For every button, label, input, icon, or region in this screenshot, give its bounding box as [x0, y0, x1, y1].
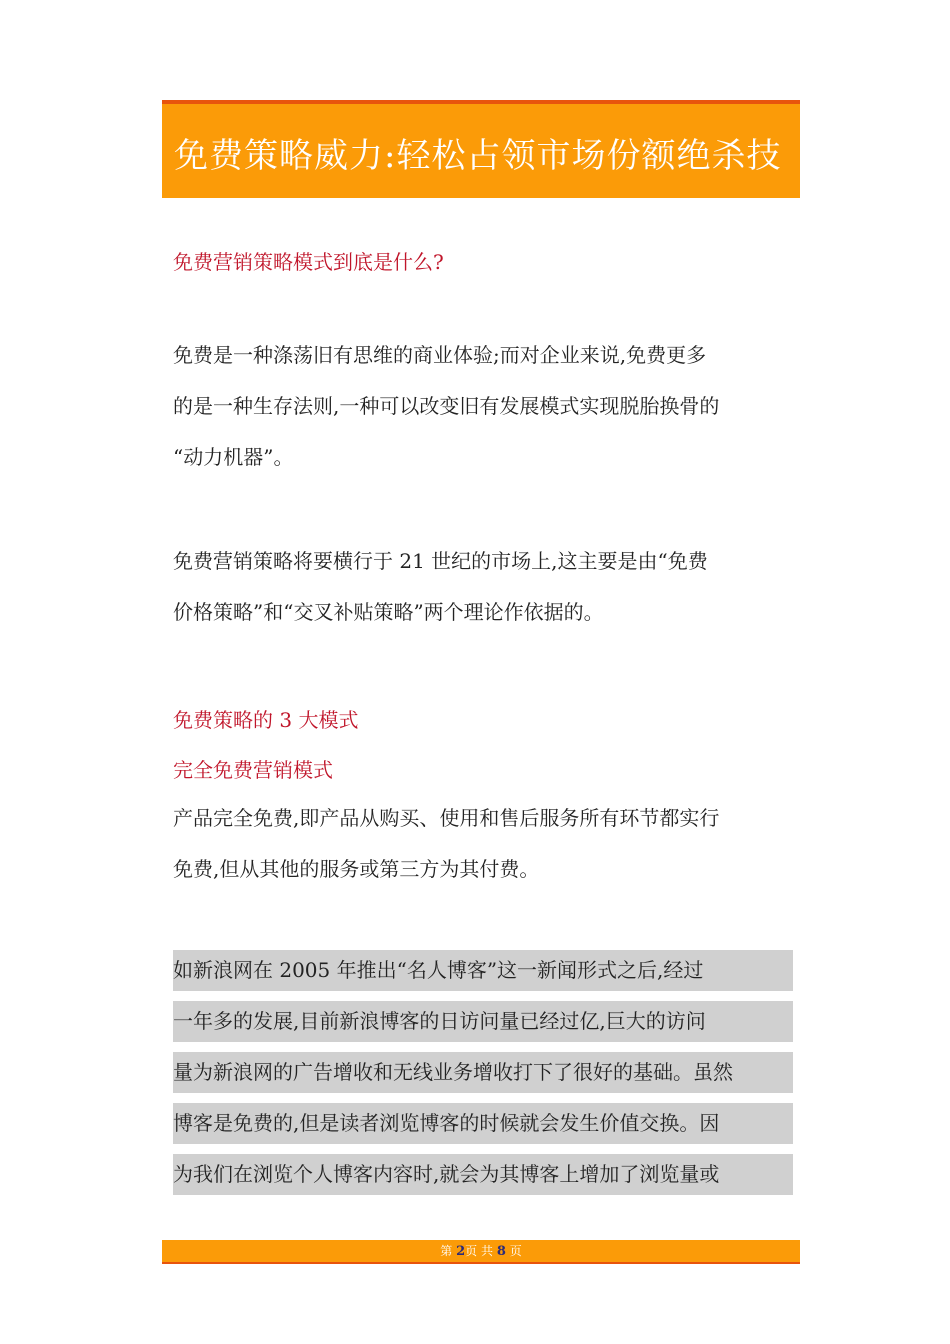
text-line: 免费营销策略将要横行于 21 世纪的市场上,这主要是由“免费 — [173, 549, 708, 573]
question-heading: 免费营销策略模式到底是什么? — [173, 250, 444, 274]
footer-suffix: 页 — [509, 1244, 522, 1258]
highlighted-line: 一年多的发展,目前新浪博客的日访问量已经过亿,巨大的访问 — [173, 1001, 793, 1042]
highlighted-line: 为我们在浏览个人博客内容时,就会为其博客上增加了浏览量或 — [173, 1154, 793, 1195]
paragraph-free-experience — [173, 330, 793, 483]
page-footer — [162, 1240, 800, 1264]
footer-prefix: 第 — [440, 1244, 453, 1258]
highlighted-line: 量为新浪网的广告增收和无线业务增收打下了很好的基础。虽然 — [173, 1052, 793, 1093]
total-page-number: 8 — [496, 1244, 506, 1259]
text-line: 的是一种生存法则,一种可以改变旧有发展模式实现脱胎换骨的 — [173, 394, 720, 418]
highlighted-example — [173, 950, 793, 1205]
current-page-number: 2 — [456, 1244, 466, 1259]
paragraph-full-free — [173, 793, 793, 895]
title-banner — [162, 100, 800, 198]
modes-heading: 免费策略的 3 大模式 — [173, 708, 359, 732]
highlighted-line: 如新浪网在 2005 年推出“名人博客”这一新闻形式之后,经过 — [173, 950, 793, 991]
text-line: 产品完全免费,即产品从购买、使用和售后服务所有环节都实行 — [173, 806, 720, 830]
highlighted-line: 博客是免费的,但是读者浏览博客的时候就会发生价值交换。因 — [173, 1103, 793, 1144]
page-title: 免费策略威力:轻松占领市场份额绝杀技 — [174, 136, 782, 176]
text-line: 价格策略”和“交叉补贴策略”两个理论作依据的。 — [173, 600, 604, 624]
footer-middle: 页 共 — [465, 1244, 493, 1258]
text-line: “动力机器”。 — [173, 445, 294, 469]
text-line: 免费是一种涤荡旧有思维的商业体验;而对企业来说,免费更多 — [173, 343, 707, 367]
paragraph-strategy-basis — [173, 536, 793, 638]
mode1-heading: 完全免费营销模式 — [173, 758, 333, 782]
text-line: 免费,但从其他的服务或第三方为其付费。 — [173, 857, 540, 881]
